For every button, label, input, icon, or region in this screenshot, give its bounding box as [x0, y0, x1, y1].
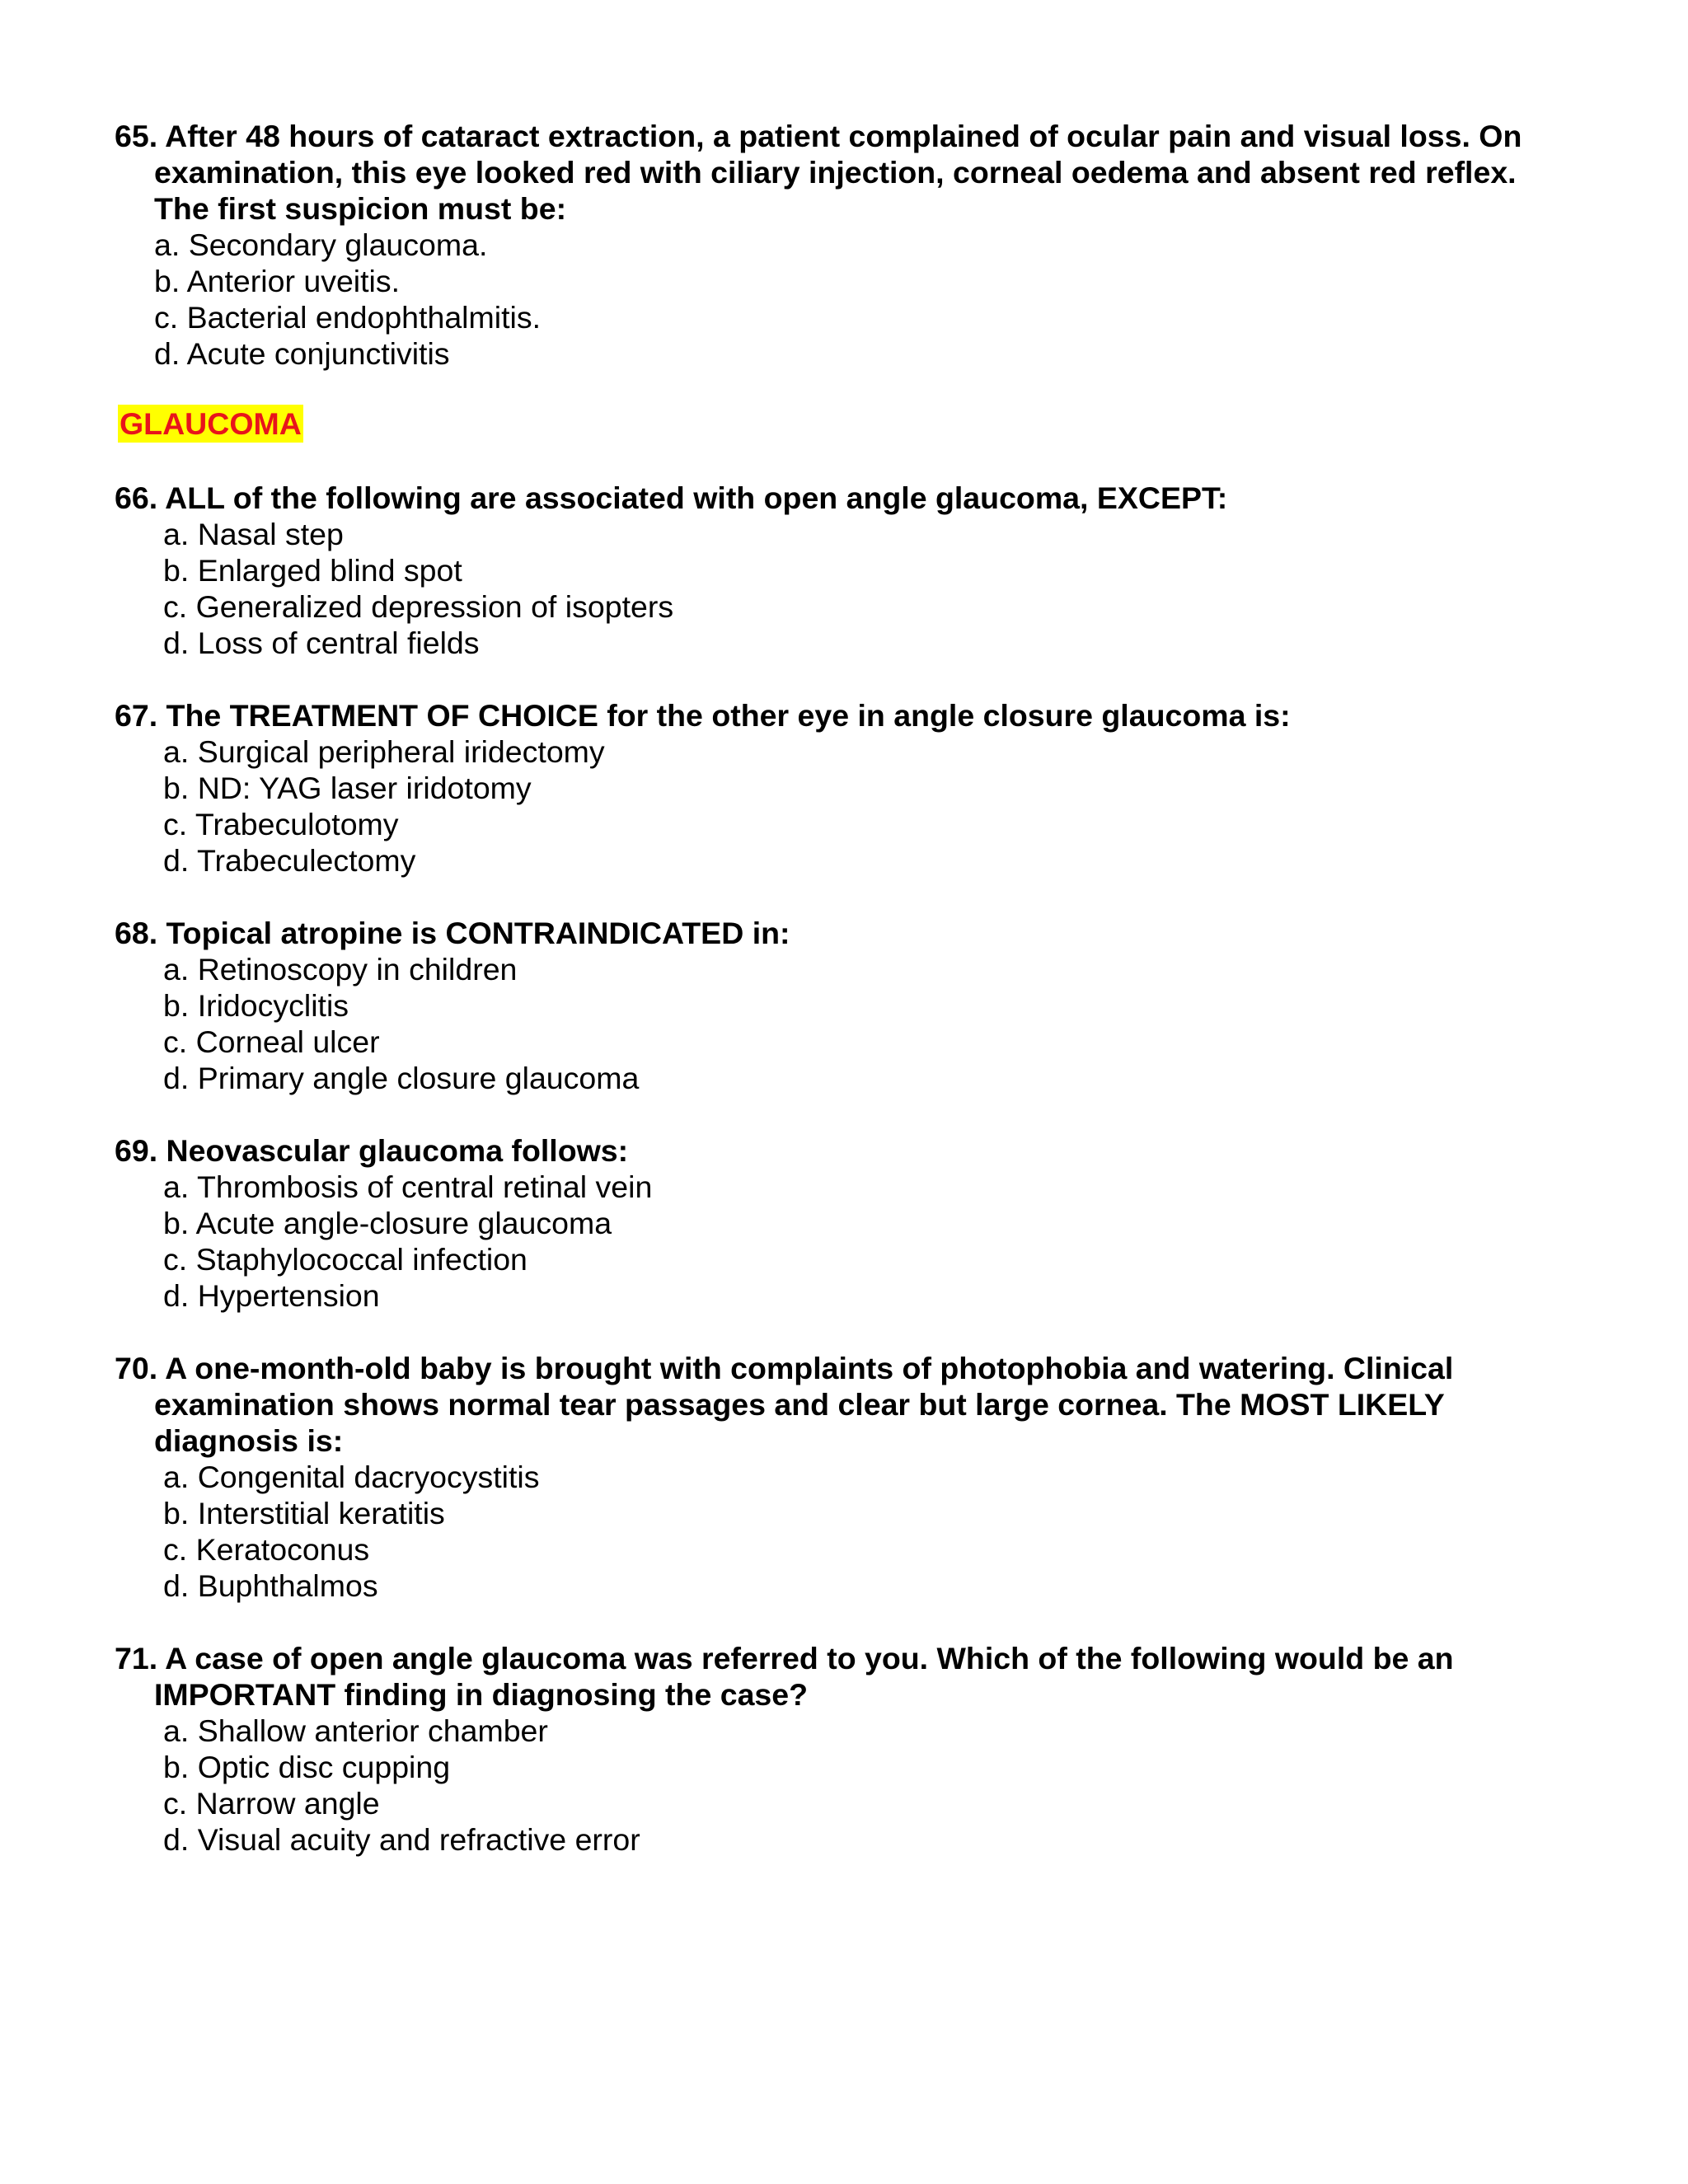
question-69: [115, 1132, 1664, 1314]
question-70: [115, 1350, 1549, 1604]
question-68-option-d: d. Primary angle closure glaucoma: [163, 1061, 640, 1095]
question-70-option-c: c. Keratoconus: [163, 1532, 370, 1567]
question-67-option-c: c. Trabeculotomy: [163, 807, 399, 841]
question-68-stem: 68. Topical atropine is CONTRAINDICATED in:: [115, 916, 790, 950]
question-65-option-b: b. Anterior uveitis.: [154, 264, 401, 298]
question-69-options: [115, 1169, 1664, 1314]
question-69-stem: 69. Neovascular glaucoma follows:: [115, 1133, 629, 1168]
question-71-options: [115, 1713, 1549, 1858]
question-71-option-b: b. Optic disc cupping: [163, 1750, 451, 1784]
question-66-option-d: d. Loss of central fields: [163, 626, 480, 660]
question-67: [115, 697, 1664, 879]
question-71-option-a: a. Shallow anterior chamber: [163, 1713, 548, 1748]
question-66-option-c: c. Generalized depression of isopters: [163, 589, 674, 624]
question-66-stem: 66. ALL of the following are associated with open angle glaucoma, EXCEPT:: [115, 480, 1228, 515]
question-67-stem: 67. The TREATMENT OF CHOICE for the other eye in angle closure glaucoma is:: [115, 698, 1291, 733]
question-65-stem: 65. After 48 hours of cataract extraction, a patient complained of ocular pain and visual loss. On examination, this eye looked red with ciliary injection, corneal oedema and absent red reflex. The first suspicion must be:: [115, 119, 1522, 226]
question-66-option-a: a. Nasal step: [163, 517, 344, 551]
question-69-option-c: c. Staphylococcal infection: [163, 1242, 528, 1277]
question-71-stem: 71. A case of open angle glaucoma was referred to you. Which of the following would be an IMPORTANT finding in diagnosing the case?: [115, 1641, 1454, 1712]
question-69-option-b: b. Acute angle-closure glaucoma: [163, 1206, 612, 1240]
question-69-option-d: d. Hypertension: [163, 1278, 380, 1313]
question-71-option-d: d. Visual acuity and refractive error: [163, 1822, 640, 1857]
section-heading-glaucoma: GLAUCOMA: [120, 406, 302, 441]
question-68-option-a: a. Retinoscopy in children: [163, 952, 518, 987]
question-68-options: [115, 951, 1664, 1096]
question-68-option-c: c. Corneal ulcer: [163, 1024, 380, 1059]
question-67-options: [115, 733, 1664, 879]
question-66: [115, 480, 1664, 661]
question-65-option-a: a. Secondary glaucoma.: [154, 227, 488, 262]
question-65: [115, 118, 1565, 372]
question-71: [115, 1640, 1549, 1858]
question-67-option-b: b. ND: YAG laser iridotomy: [163, 771, 532, 805]
question-70-option-d: d. Buphthalmos: [163, 1568, 378, 1603]
question-66-option-b: b. Enlarged blind spot: [163, 553, 462, 588]
question-68: [115, 915, 1664, 1096]
question-69-option-a: a. Thrombosis of central retinal vein: [163, 1169, 653, 1204]
question-70-stem: 70. A one-month-old baby is brought with complaints of photophobia and watering. Clinical examination shows normal tear passages and clear but large cornea. The MOST LIKELY diagnosis is:: [115, 1351, 1454, 1458]
question-68-option-b: b. Iridocyclitis: [163, 988, 349, 1023]
question-65-options: [115, 227, 1565, 372]
question-67-option-d: d. Trabeculectomy: [163, 843, 416, 878]
question-70-option-b: b. Interstitial keratitis: [163, 1496, 445, 1530]
question-71-option-c: c. Narrow angle: [163, 1786, 380, 1821]
question-65-option-d: d. Acute conjunctivitis: [154, 336, 450, 371]
question-70-option-a: a. Congenital dacryocystitis: [163, 1460, 540, 1494]
question-66-options: [115, 516, 1664, 661]
question-70-options: [115, 1459, 1549, 1604]
question-67-option-a: a. Surgical peripheral iridectomy: [163, 734, 605, 769]
question-65-option-c: c. Bacterial endophthalmitis.: [154, 300, 541, 335]
